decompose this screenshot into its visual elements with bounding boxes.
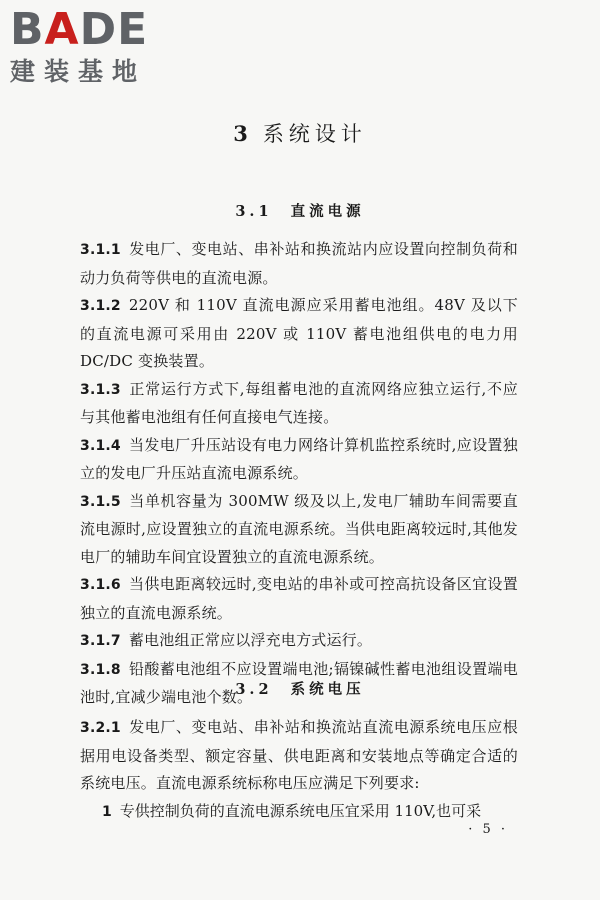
bade-logo — [10, 6, 180, 88]
clause: 3.1.5 当单机容量为 300MW 级及以上,发电厂辅助车间需要直流电源时,应设置独立的直流电源系统。当供电距离较远时,其他发电厂的辅助车间宜设置独立的直流电源系统。 — [80, 491, 518, 566]
clause: 3.1.2 220V 和 110V 直流电源应采用蓄电池组。48V 及以下的直流电源可采用由 220V 或 110V 蓄电池组供电的电力用 DC/DC 变换装置。 — [80, 296, 518, 370]
logo-subtitle: 建装基地 — [10, 57, 147, 86]
section-body — [80, 236, 518, 712]
clause: 3.1.4 当发电厂升压站设有电力网络计算机监控系统时,应设置独立的发电厂升压站直流电源系统。 — [80, 435, 518, 482]
clause: 3.1.6 当供电距离较远时,变电站的串补或可控高抗设备区宜设置独立的直流电源系统。 — [80, 575, 518, 622]
section-heading: 3.2 系统电压 — [235, 681, 365, 698]
list-item: 1 专供控制负荷的直流电源系统电压宜采用 110V,也可采 — [102, 801, 482, 820]
section-body — [80, 714, 518, 826]
clause: 3.1.1 发电厂、变电站、串补站和换流站内应设置向控制负荷和动力负荷等供电的直流电源。 — [80, 240, 518, 287]
logo-mark: BADE — [10, 4, 149, 55]
clause: 3.1.7 蓄电池组正常应以浮充电方式运行。 — [80, 631, 373, 649]
section-heading: 3.1 直流电源 — [235, 203, 365, 220]
clause: 3.1.8 铅酸蓄电池组不应设置端电池;镉镍碱性蓄电池组设置端电池时,宜减少端电池个数。 — [80, 659, 518, 706]
clause: 3.1.3 正常运行方式下,每组蓄电池的直流网络应独立运行,不应与其他蓄电池组有任何直接电气连接。 — [80, 379, 518, 426]
clause: 3.2.1 发电厂、变电站、串补站和换流站直流电源系统电压应根据用电设备类型、额定容量、供电距离和安装地点等确定合适的系统电压。直流电源系统标称电压应满足下列要求: — [80, 718, 518, 792]
page-number: · 5 · — [468, 822, 508, 837]
chapter-title: 3 系统设计 — [233, 121, 367, 146]
